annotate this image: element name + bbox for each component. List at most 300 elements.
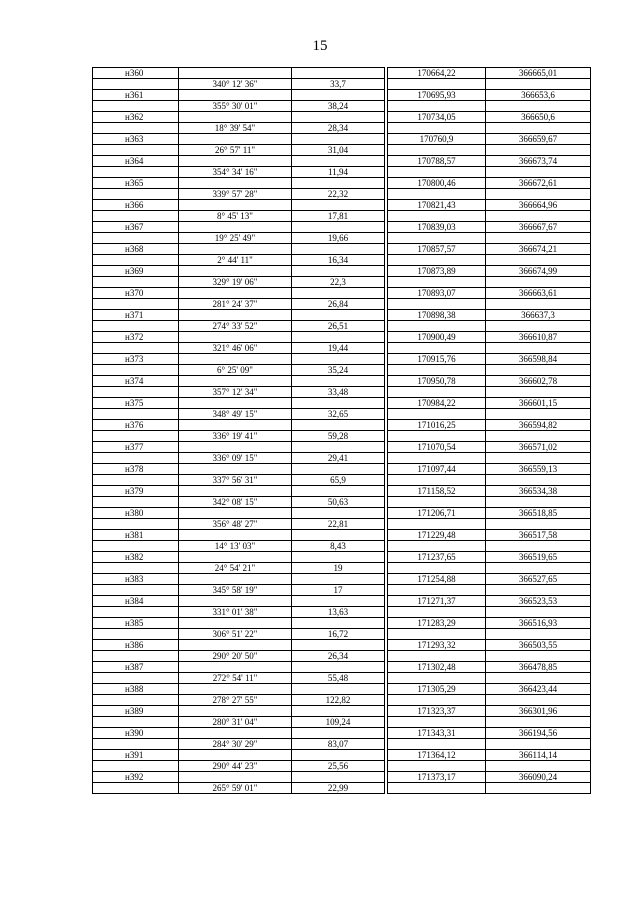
point-row [93,200,591,211]
point-id-cell: н380 [93,508,179,519]
empty-x-cell [388,321,486,332]
x-coordinate-cell: 171237,65 [388,552,486,563]
direction-angle-cell: 355° 30' 01" [179,101,292,112]
empty-y-cell [486,211,591,222]
direction-angle-cell: 290° 44' 23" [179,761,292,772]
empty-y-cell [486,563,591,574]
x-coordinate-cell: 171364,12 [388,750,486,761]
segment-length-cell: 19,44 [292,343,385,354]
segment-length-cell: 50,63 [292,497,385,508]
segment-length-cell: 28,34 [292,123,385,134]
y-coordinate-cell: 366667,67 [486,222,591,233]
segment-row [93,277,591,288]
direction-angle-cell: 348° 49' 15" [179,409,292,420]
empty-angle-cell [179,200,292,211]
empty-y-cell [486,189,591,200]
x-coordinate-cell: 171097,44 [388,464,486,475]
empty-point-cell [93,673,179,684]
x-coordinate-cell: 171293,32 [388,640,486,651]
point-row [93,68,591,79]
x-coordinate-cell: 170898,38 [388,310,486,321]
y-coordinate-cell: 366301,96 [486,706,591,717]
segment-length-cell: 83,07 [292,739,385,750]
point-id-cell: н370 [93,288,179,299]
empty-y-cell [486,651,591,662]
segment-row [93,211,591,222]
empty-point-cell [93,695,179,706]
x-coordinate-cell: 171302,48 [388,662,486,673]
empty-point-cell [93,365,179,376]
empty-point-cell [93,629,179,640]
direction-angle-cell: 321° 46' 06" [179,343,292,354]
coordinates-table-body [93,68,591,794]
empty-length-cell [292,662,385,673]
empty-x-cell [388,431,486,442]
y-coordinate-cell: 366518,85 [486,508,591,519]
point-row [93,772,591,783]
x-coordinate-cell: 171305,29 [388,684,486,695]
segment-length-cell: 55,48 [292,673,385,684]
empty-x-cell [388,739,486,750]
x-coordinate-cell: 170800,46 [388,178,486,189]
y-coordinate-cell: 366423,44 [486,684,591,695]
point-row [93,728,591,739]
segment-length-cell: 29,41 [292,453,385,464]
empty-angle-cell [179,420,292,431]
segment-row [93,343,591,354]
direction-angle-cell: 342° 08' 15" [179,497,292,508]
empty-y-cell [486,541,591,552]
empty-y-cell [486,299,591,310]
point-row [93,464,591,475]
direction-angle-cell: 26° 57' 11" [179,145,292,156]
y-coordinate-cell: 366653,6 [486,90,591,101]
point-row [93,508,591,519]
empty-x-cell [388,695,486,706]
y-coordinate-cell: 366659,67 [486,134,591,145]
empty-angle-cell [179,398,292,409]
point-row [93,90,591,101]
empty-point-cell [93,167,179,178]
point-row [93,618,591,629]
point-row [93,310,591,321]
y-coordinate-cell: 366674,99 [486,266,591,277]
segment-row [93,783,591,794]
segment-length-cell: 13,63 [292,607,385,618]
coordinates-table [92,67,591,794]
empty-y-cell [486,453,591,464]
empty-x-cell [388,475,486,486]
segment-row [93,167,591,178]
segment-row [93,431,591,442]
y-coordinate-cell: 366527,65 [486,574,591,585]
direction-angle-cell: 340° 12' 36" [179,79,292,90]
segment-row [93,497,591,508]
empty-y-cell [486,409,591,420]
direction-angle-cell: 329° 19' 06" [179,277,292,288]
y-coordinate-cell: 366650,6 [486,112,591,123]
segment-row [93,607,591,618]
segment-length-cell: 25,56 [292,761,385,772]
empty-point-cell [93,607,179,618]
point-id-cell: н387 [93,662,179,673]
point-id-cell: н372 [93,332,179,343]
segment-row [93,563,591,574]
segment-row [93,673,591,684]
point-id-cell: н367 [93,222,179,233]
empty-length-cell [292,464,385,475]
direction-angle-cell: 336° 19' 41" [179,431,292,442]
empty-y-cell [486,695,591,706]
segment-length-cell: 19,66 [292,233,385,244]
segment-row [93,387,591,398]
segment-row [93,145,591,156]
point-id-cell: н382 [93,552,179,563]
y-coordinate-cell: 366594,82 [486,420,591,431]
empty-point-cell [93,343,179,354]
empty-angle-cell [179,574,292,585]
empty-angle-cell [179,266,292,277]
point-id-cell: н363 [93,134,179,145]
empty-angle-cell [179,178,292,189]
y-coordinate-cell: 366503,55 [486,640,591,651]
empty-x-cell [388,255,486,266]
segment-length-cell: 59,28 [292,431,385,442]
segment-row [93,189,591,200]
point-row [93,134,591,145]
empty-y-cell [486,497,591,508]
empty-point-cell [93,475,179,486]
point-id-cell: н362 [93,112,179,123]
empty-y-cell [486,607,591,618]
empty-angle-cell [179,618,292,629]
empty-angle-cell [179,376,292,387]
empty-point-cell [93,585,179,596]
empty-y-cell [486,233,591,244]
empty-length-cell [292,310,385,321]
direction-angle-cell: 337° 56' 31" [179,475,292,486]
empty-angle-cell [179,684,292,695]
direction-angle-cell: 272° 54' 11" [179,673,292,684]
segment-row [93,585,591,596]
empty-x-cell [388,607,486,618]
direction-angle-cell: 8° 45' 13" [179,211,292,222]
x-coordinate-cell: 170915,76 [388,354,486,365]
empty-length-cell [292,728,385,739]
empty-angle-cell [179,354,292,365]
empty-point-cell [93,211,179,222]
y-coordinate-cell: 366610,87 [486,332,591,343]
point-row [93,354,591,365]
empty-x-cell [388,365,486,376]
empty-x-cell [388,761,486,772]
y-coordinate-cell: 366517,58 [486,530,591,541]
empty-y-cell [486,717,591,728]
segment-length-cell: 17,81 [292,211,385,222]
x-coordinate-cell: 171283,29 [388,618,486,629]
direction-angle-cell: 331° 01' 38" [179,607,292,618]
empty-point-cell [93,145,179,156]
segment-row [93,365,591,376]
empty-x-cell [388,277,486,288]
segment-length-cell: 26,84 [292,299,385,310]
empty-length-cell [292,134,385,145]
segment-length-cell: 109,24 [292,717,385,728]
empty-y-cell [486,321,591,332]
x-coordinate-cell: 171271,37 [388,596,486,607]
empty-point-cell [93,497,179,508]
y-coordinate-cell: 366519,65 [486,552,591,563]
empty-x-cell [388,101,486,112]
empty-length-cell [292,266,385,277]
point-row [93,244,591,255]
point-row [93,552,591,563]
empty-point-cell [93,651,179,662]
direction-angle-cell: 290° 20' 50" [179,651,292,662]
empty-length-cell [292,288,385,299]
empty-y-cell [486,783,591,794]
segment-length-cell: 38,24 [292,101,385,112]
segment-row [93,761,591,772]
direction-angle-cell: 354° 34' 16" [179,167,292,178]
segment-row [93,123,591,134]
point-row [93,596,591,607]
direction-angle-cell: 336° 09' 15" [179,453,292,464]
point-row [93,376,591,387]
segment-length-cell: 33,48 [292,387,385,398]
empty-y-cell [486,629,591,640]
x-coordinate-cell: 171070,54 [388,442,486,453]
empty-y-cell [486,431,591,442]
empty-x-cell [388,541,486,552]
empty-angle-cell [179,134,292,145]
x-coordinate-cell: 170900,49 [388,332,486,343]
point-id-cell: н379 [93,486,179,497]
empty-x-cell [388,673,486,684]
empty-length-cell [292,508,385,519]
point-id-cell: н389 [93,706,179,717]
empty-x-cell [388,453,486,464]
y-coordinate-cell: 366674,21 [486,244,591,255]
empty-x-cell [388,497,486,508]
empty-angle-cell [179,310,292,321]
y-coordinate-cell: 366114,14 [486,750,591,761]
empty-length-cell [292,706,385,717]
point-row [93,332,591,343]
point-row [93,288,591,299]
empty-length-cell [292,68,385,79]
point-id-cell: н376 [93,420,179,431]
empty-x-cell [388,585,486,596]
y-coordinate-cell: 366665,01 [486,68,591,79]
empty-point-cell [93,761,179,772]
segment-length-cell: 33,7 [292,79,385,90]
x-coordinate-cell: 171158,52 [388,486,486,497]
direction-angle-cell: 278° 27' 55" [179,695,292,706]
point-row [93,398,591,409]
empty-length-cell [292,574,385,585]
empty-length-cell [292,354,385,365]
empty-x-cell [388,211,486,222]
direction-angle-cell: 6° 25' 09" [179,365,292,376]
empty-angle-cell [179,90,292,101]
empty-y-cell [486,475,591,486]
point-id-cell: н365 [93,178,179,189]
y-coordinate-cell: 366090,24 [486,772,591,783]
empty-point-cell [93,101,179,112]
empty-x-cell [388,233,486,244]
segment-row [93,695,591,706]
empty-y-cell [486,277,591,288]
empty-y-cell [486,519,591,530]
empty-y-cell [486,585,591,596]
empty-length-cell [292,596,385,607]
point-id-cell: н374 [93,376,179,387]
direction-angle-cell: 19° 25' 49" [179,233,292,244]
segment-length-cell: 22,32 [292,189,385,200]
point-id-cell: н383 [93,574,179,585]
point-id-cell: н391 [93,750,179,761]
empty-point-cell [93,431,179,442]
empty-x-cell [388,519,486,530]
y-coordinate-cell: 366637,3 [486,310,591,321]
point-row [93,640,591,651]
x-coordinate-cell: 170839,03 [388,222,486,233]
empty-angle-cell [179,332,292,343]
segment-length-cell: 22,81 [292,519,385,530]
segment-length-cell: 26,34 [292,651,385,662]
x-coordinate-cell: 170857,57 [388,244,486,255]
x-coordinate-cell: 171254,88 [388,574,486,585]
empty-length-cell [292,750,385,761]
segment-length-cell: 17 [292,585,385,596]
empty-angle-cell [179,486,292,497]
empty-length-cell [292,486,385,497]
direction-angle-cell: 356° 48' 27" [179,519,292,530]
segment-length-cell: 122,82 [292,695,385,706]
empty-y-cell [486,123,591,134]
x-coordinate-cell: 170873,89 [388,266,486,277]
direction-angle-cell: 281° 24' 37" [179,299,292,310]
point-row [93,750,591,761]
direction-angle-cell: 24° 54' 21" [179,563,292,574]
segment-row [93,453,591,464]
empty-point-cell [93,563,179,574]
empty-y-cell [486,167,591,178]
point-id-cell: н386 [93,640,179,651]
segment-length-cell: 8,43 [292,541,385,552]
segment-row [93,629,591,640]
x-coordinate-cell: 171343,31 [388,728,486,739]
y-coordinate-cell: 366571,02 [486,442,591,453]
empty-angle-cell [179,244,292,255]
x-coordinate-cell: 171229,48 [388,530,486,541]
point-id-cell: н388 [93,684,179,695]
empty-length-cell [292,398,385,409]
y-coordinate-cell: 366601,15 [486,398,591,409]
point-row [93,266,591,277]
empty-angle-cell [179,728,292,739]
empty-y-cell [486,343,591,354]
point-id-cell: н384 [93,596,179,607]
point-id-cell: н366 [93,200,179,211]
empty-point-cell [93,189,179,200]
segment-row [93,321,591,332]
empty-length-cell [292,112,385,123]
x-coordinate-cell: 170821,43 [388,200,486,211]
empty-x-cell [388,409,486,420]
empty-x-cell [388,387,486,398]
segment-row [93,409,591,420]
x-coordinate-cell: 170984,22 [388,398,486,409]
empty-y-cell [486,255,591,266]
segment-row [93,651,591,662]
empty-x-cell [388,563,486,574]
empty-length-cell [292,420,385,431]
direction-angle-cell: 306° 51' 22" [179,629,292,640]
direction-angle-cell: 2° 44' 11" [179,255,292,266]
direction-angle-cell: 18° 39' 54" [179,123,292,134]
point-row [93,706,591,717]
empty-angle-cell [179,750,292,761]
empty-y-cell [486,673,591,684]
empty-point-cell [93,717,179,728]
segment-length-cell: 22,99 [292,783,385,794]
segment-length-cell: 32,65 [292,409,385,420]
segment-length-cell: 31,04 [292,145,385,156]
empty-point-cell [93,541,179,552]
empty-x-cell [388,343,486,354]
empty-angle-cell [179,662,292,673]
empty-y-cell [486,365,591,376]
segment-row [93,233,591,244]
point-id-cell: н361 [93,90,179,101]
segment-row [93,255,591,266]
empty-point-cell [93,739,179,750]
x-coordinate-cell: 171323,37 [388,706,486,717]
segment-length-cell: 16,34 [292,255,385,266]
empty-length-cell [292,156,385,167]
empty-x-cell [388,145,486,156]
empty-point-cell [93,453,179,464]
direction-angle-cell: 339° 57' 28" [179,189,292,200]
empty-x-cell [388,783,486,794]
empty-angle-cell [179,530,292,541]
x-coordinate-cell: 170760,9 [388,134,486,145]
empty-y-cell [486,79,591,90]
empty-x-cell [388,79,486,90]
empty-x-cell [388,123,486,134]
direction-angle-cell: 265° 59' 01" [179,783,292,794]
empty-angle-cell [179,596,292,607]
empty-point-cell [93,79,179,90]
y-coordinate-cell: 366664,96 [486,200,591,211]
point-id-cell: н378 [93,464,179,475]
x-coordinate-cell: 170893,07 [388,288,486,299]
point-id-cell: н392 [93,772,179,783]
empty-y-cell [486,387,591,398]
point-id-cell: н381 [93,530,179,541]
x-coordinate-cell: 171016,25 [388,420,486,431]
empty-length-cell [292,640,385,651]
segment-length-cell: 35,24 [292,365,385,376]
empty-length-cell [292,90,385,101]
empty-angle-cell [179,112,292,123]
empty-point-cell [93,321,179,332]
segment-row [93,541,591,552]
y-coordinate-cell: 366602,78 [486,376,591,387]
empty-length-cell [292,178,385,189]
